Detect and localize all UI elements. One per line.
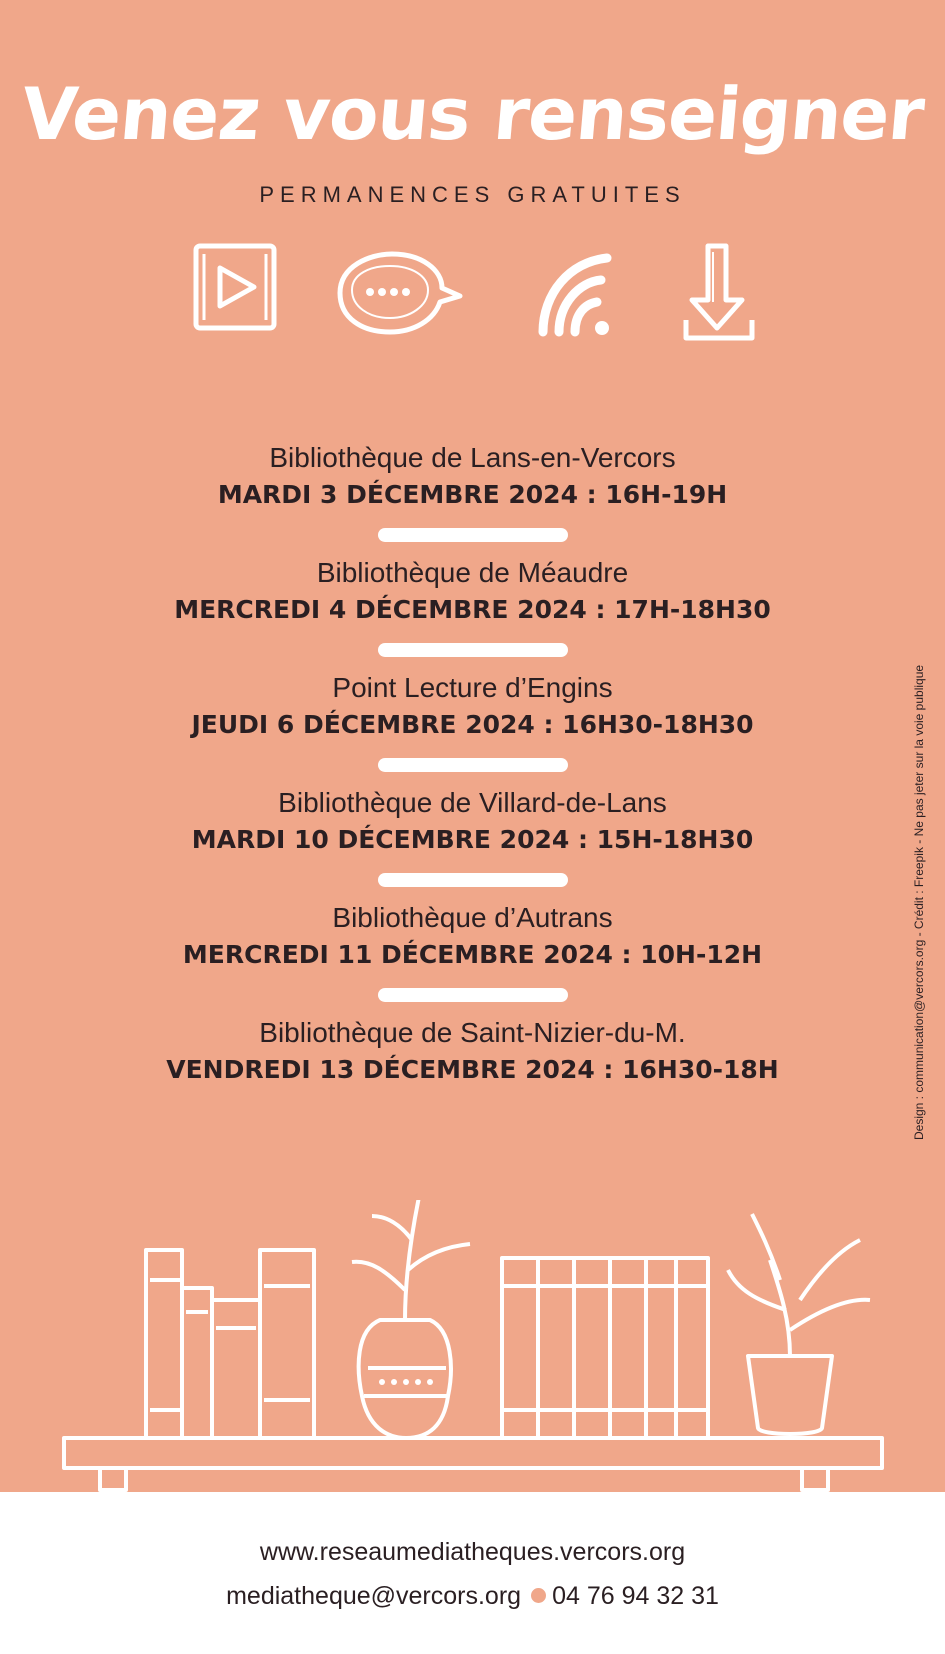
contact-line — [0, 1582, 945, 1611]
separator — [378, 643, 568, 657]
video-play-icon — [190, 240, 280, 335]
library-name: Bibliothèque de Villard-de-Lans — [278, 787, 667, 818]
footer — [0, 1492, 945, 1654]
session-date: MERCREDI 11 DÉCEMBRE 2024 : 10H-12H — [182, 940, 763, 969]
website-link[interactable]: www.reseaumediatheques.vercors.org — [259, 1538, 686, 1566]
session-date: MARDI 10 DÉCEMBRE 2024 : 15H-18H30 — [191, 825, 754, 854]
library-name: Bibliothèque d’Autrans — [332, 902, 613, 933]
bookshelf-illustration — [0, 1200, 945, 1492]
library-name: Point Lecture d’Engins — [332, 672, 613, 703]
library-name: Bibliothèque de Lans-en-Vercors — [269, 442, 676, 473]
icon-row — [0, 240, 945, 360]
schedule-item-engins — [0, 670, 945, 744]
phone-number[interactable]: 04 76 94 32 31 — [552, 1582, 719, 1610]
session-date: VENDREDI 13 DÉCEMBRE 2024 : 16H30-18H — [166, 1055, 779, 1084]
download-icon — [680, 240, 760, 345]
separator — [378, 988, 568, 1002]
separator — [378, 758, 568, 772]
session-date: MARDI 3 DÉCEMBRE 2024 : 16H-19H — [217, 480, 728, 509]
session-date: JEUDI 6 DÉCEMBRE 2024 : 16H30-18H30 — [191, 710, 754, 739]
chat-bubble-icon — [330, 248, 465, 338]
page-title: Venez vous renseigner — [18, 72, 927, 156]
separator — [378, 528, 568, 542]
session-date: MERCREDI 4 DÉCEMBRE 2024 : 17H-18H30 — [174, 595, 771, 624]
schedule-item-saint-nizier — [0, 1015, 945, 1089]
separator — [378, 873, 568, 887]
schedule-item-meaudre — [0, 555, 945, 629]
schedule-item-villard — [0, 785, 945, 859]
credit-text: Design : communication@vercors.org - Crédit : Freepik - Ne pas jeter sur la voie publique — [912, 664, 926, 1140]
library-name: Bibliothèque de Méaudre — [316, 557, 629, 588]
email-link[interactable]: mediatheque@vercors.org — [226, 1582, 522, 1610]
schedule-item-lans — [0, 440, 945, 514]
page-subtitle: PERMANENCES GRATUITES — [259, 182, 686, 207]
wifi-icon — [535, 248, 615, 338]
library-name: Bibliothèque de Saint-Nizier-du-M. — [259, 1017, 686, 1048]
schedule-item-autrans — [0, 900, 945, 974]
separator-dot — [531, 1588, 546, 1603]
